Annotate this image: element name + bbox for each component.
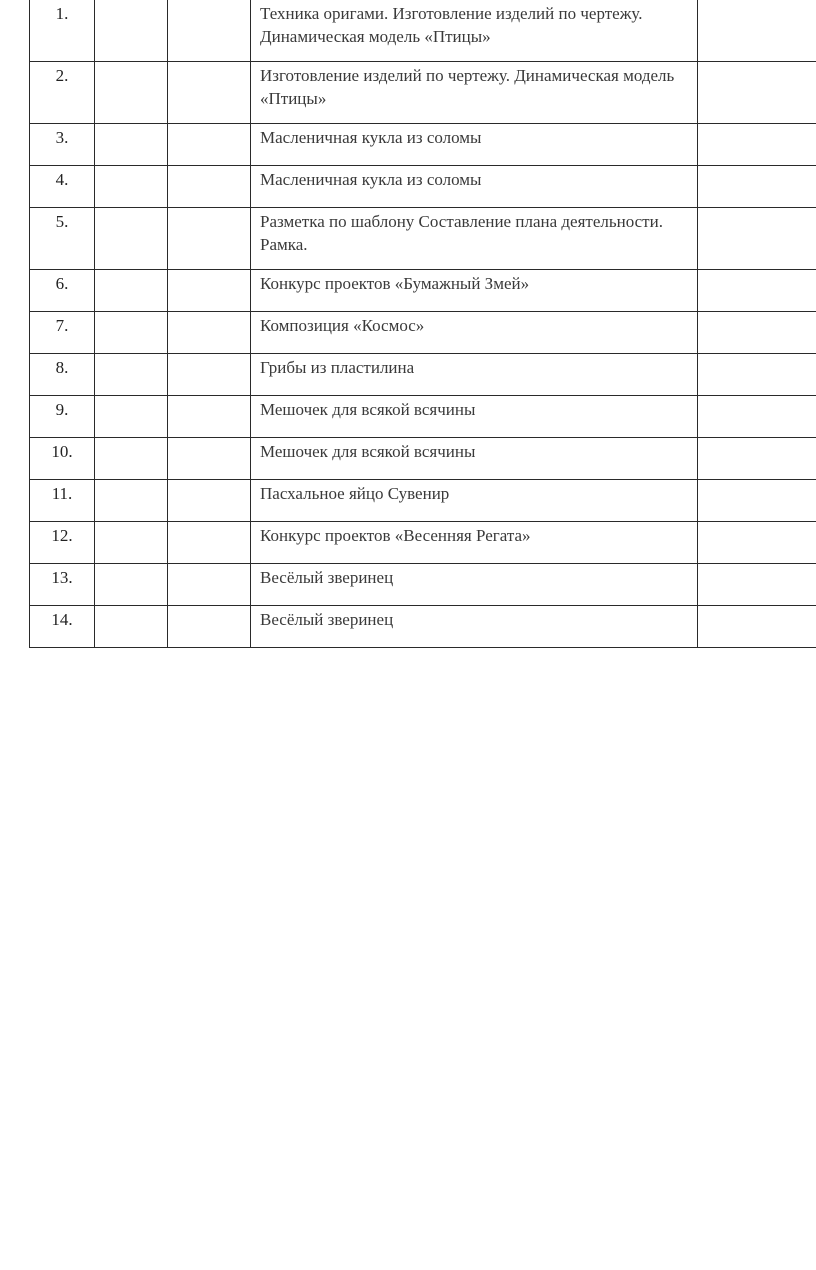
empty-cell [168,354,251,396]
table-row [30,438,816,480]
empty-cell [95,62,168,124]
lesson-topic: Изготовление изделий по чертежу. Динамическая модель «Птицы» [251,62,698,124]
empty-cell [698,312,816,354]
row-number: 8. [30,354,95,396]
empty-cell [168,124,251,166]
empty-cell [168,480,251,522]
row-number: 12. [30,522,95,564]
lesson-plan-table [29,0,816,648]
lesson-topic: Масленичная кукла из соломы [251,124,698,166]
row-number: 3. [30,124,95,166]
empty-cell [95,124,168,166]
empty-cell [168,396,251,438]
row-number: 6. [30,270,95,312]
lesson-topic: Весёлый зверинец [251,606,698,648]
empty-cell [95,0,168,62]
table-row [30,312,816,354]
empty-cell [95,208,168,270]
lesson-topic: Мешочек для всякой всячины [251,396,698,438]
empty-cell [168,62,251,124]
table-row [30,208,816,270]
empty-cell [698,270,816,312]
lesson-topic: Пасхальное яйцо Сувенир [251,480,698,522]
table-row [30,124,816,166]
table-row [30,480,816,522]
empty-cell [698,606,816,648]
empty-cell [95,480,168,522]
row-number: 2. [30,62,95,124]
empty-cell [95,270,168,312]
empty-cell [95,354,168,396]
lesson-topic: Конкурс проектов «Бумажный Змей» [251,270,698,312]
table-row [30,606,816,648]
lesson-topic: Мешочек для всякой всячины [251,438,698,480]
empty-cell [95,166,168,208]
row-number: 9. [30,396,95,438]
empty-cell [698,480,816,522]
empty-cell [698,564,816,606]
empty-cell [698,62,816,124]
lesson-topic: Разметка по шаблону Составление плана деятельности. Рамка. [251,208,698,270]
table-row [30,0,816,62]
table-row [30,354,816,396]
empty-cell [95,564,168,606]
lesson-topic: Масленичная кукла из соломы [251,166,698,208]
empty-cell [95,522,168,564]
empty-cell [95,606,168,648]
empty-cell [698,522,816,564]
empty-cell [168,522,251,564]
lesson-topic: Весёлый зверинец [251,564,698,606]
lesson-topic: Грибы из пластилина [251,354,698,396]
empty-cell [698,354,816,396]
empty-cell [168,564,251,606]
empty-cell [168,438,251,480]
empty-cell [168,606,251,648]
row-number: 4. [30,166,95,208]
lesson-topic: Конкурс проектов «Весенняя Регата» [251,522,698,564]
row-number: 11. [30,480,95,522]
table-row [30,396,816,438]
row-number: 10. [30,438,95,480]
lesson-topic: Композиция «Космос» [251,312,698,354]
table-row [30,564,816,606]
row-number: 14. [30,606,95,648]
table-row [30,62,816,124]
empty-cell [168,0,251,62]
row-number: 5. [30,208,95,270]
empty-cell [698,0,816,62]
empty-cell [95,438,168,480]
empty-cell [168,166,251,208]
empty-cell [95,312,168,354]
empty-cell [698,438,816,480]
row-number: 7. [30,312,95,354]
empty-cell [168,270,251,312]
table-row [30,166,816,208]
empty-cell [698,166,816,208]
lesson-topic: Техника оригами. Изготовление изделий по чертежу. Динамическая модель «Птицы» [251,0,698,62]
empty-cell [698,208,816,270]
table-row [30,270,816,312]
row-number: 13. [30,564,95,606]
empty-cell [95,396,168,438]
empty-cell [698,124,816,166]
table-row [30,522,816,564]
empty-cell [698,396,816,438]
row-number: 1. [30,0,95,62]
empty-cell [168,312,251,354]
empty-cell [168,208,251,270]
